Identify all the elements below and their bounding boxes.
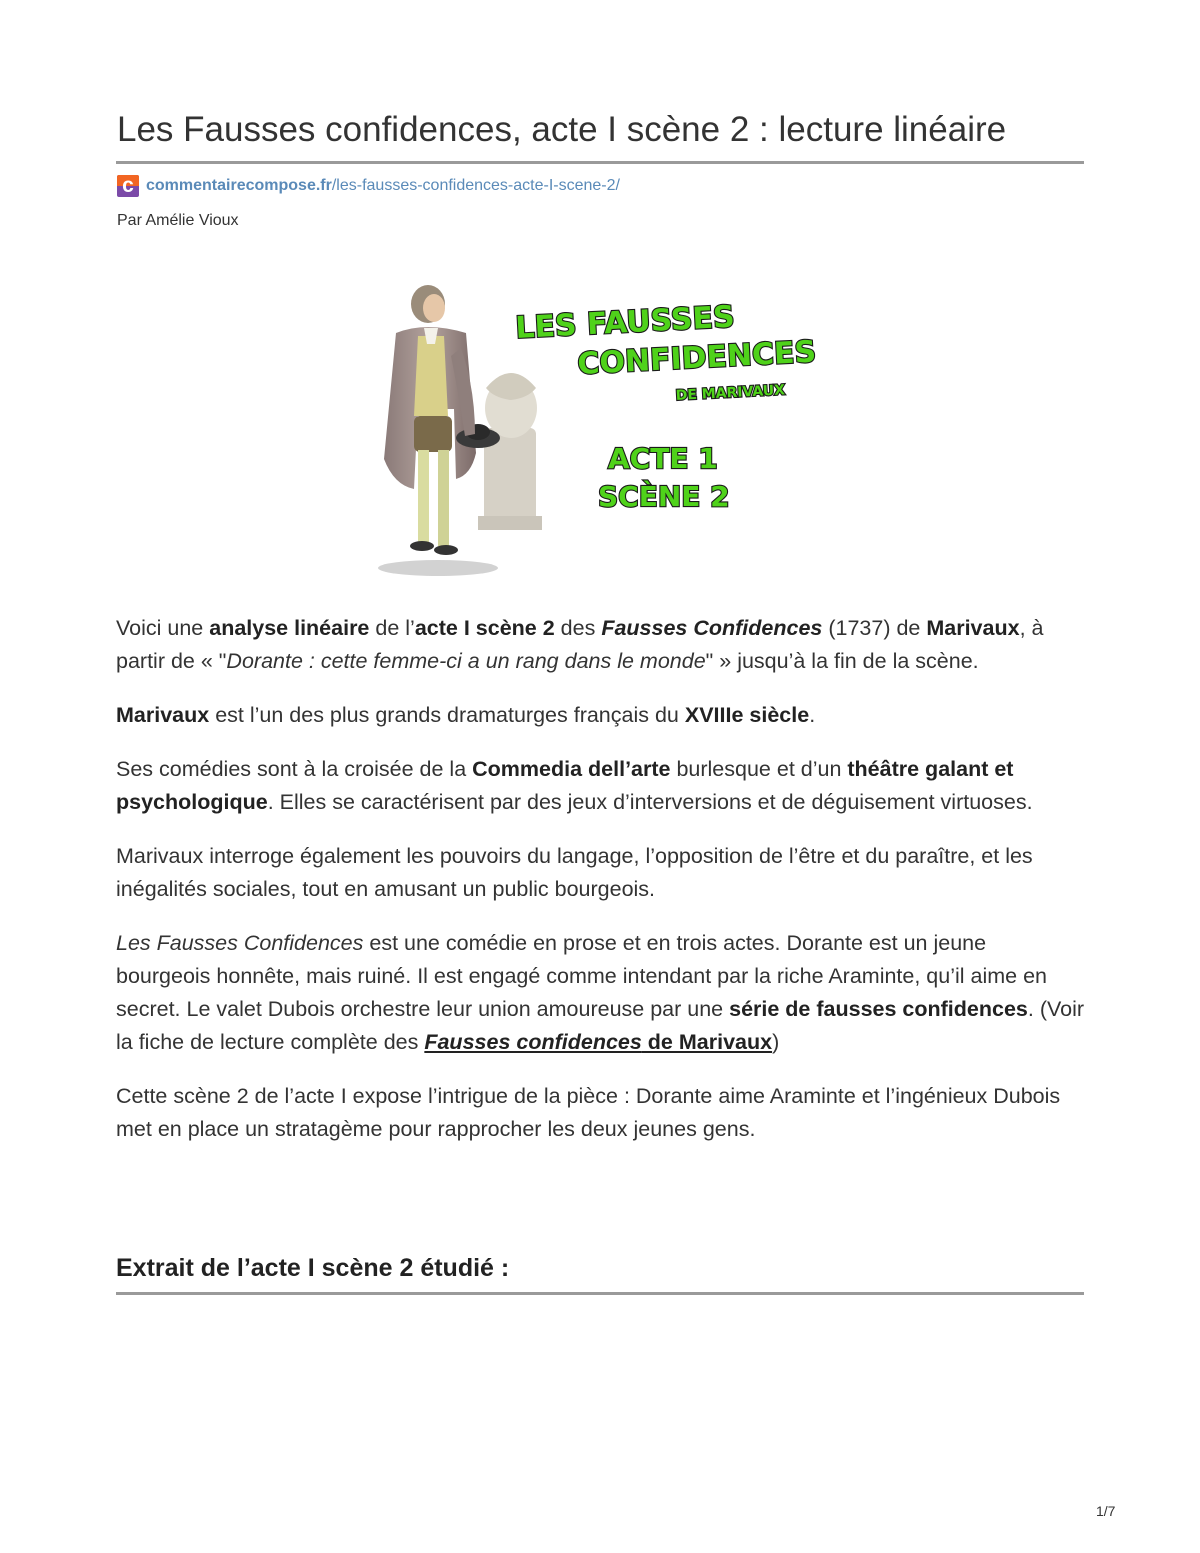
paragraph-author: Marivaux est l’un des plus grands dramaturges français du XVIIIe siècle. (116, 703, 816, 727)
title-divider (116, 161, 1084, 164)
paragraph-summary: Les Fausses Confidences est une comédie en prose et en trois actes. Dorante est un jeune bourgeois honnête, mais ruiné. Il est engagé comme intendant par la riche Araminte, qu’il aime en secret. Le valet Dubois orchestre leur union amoureuse par une série de fausses confidences. (Voir la fiche de lecture complète des Fausses confidences de Marivaux) (116, 931, 1085, 1054)
source-domain: commentairecompose.fr (146, 177, 332, 194)
paragraph-intro: Voici une analyse linéaire de l’acte I scène 2 des Fausses Confidences (1737) de Marivaux, à partir de « "Dorante : cette femme-ci a un rang dans le monde" » jusqu’à la fin de la scène. (116, 616, 1044, 673)
source-link[interactable] (146, 177, 620, 195)
hero-line-5: SCÈNE 2 (598, 480, 730, 513)
article-body (116, 612, 1086, 1167)
paragraph-comedies: Ses comédies sont à la croisée de la Commedia dell’arte burlesque et d’un théâtre galant et psychologique. Elles se caractérisent par des jeux d’interversions et de déguisement virtuoses. (116, 757, 1033, 814)
section-heading: Extrait de l’acte I scène 2 étudié : (116, 1254, 510, 1282)
figure-shadow (378, 560, 498, 576)
section-divider (116, 1292, 1084, 1295)
paragraph-themes: Marivaux interroge également les pouvoirs du langage, l’opposition de l’être et du paraître, et les inégalités sociales, tout en amusant un public bourgeois. (116, 844, 1033, 901)
hero-line-1: LES FAUSSES (514, 299, 736, 346)
hero-line-4: ACTE 1 (608, 442, 718, 475)
hero-illustration (366, 278, 822, 578)
marivaux-figure (384, 285, 500, 555)
background-statue (478, 373, 542, 530)
page-number: 1/7 (1096, 1503, 1116, 1519)
site-favicon-icon: c (117, 175, 139, 197)
author-byline: Par Amélie Vioux (117, 212, 239, 229)
hero-line-3: DE MARIVAUX (675, 382, 786, 404)
page-title: Les Fausses confidences, acte I scène 2 : lecture linéaire (117, 110, 1007, 149)
source-line (117, 174, 620, 198)
paragraph-scene: Cette scène 2 de l’acte I expose l’intrigue de la pièce : Dorante aime Araminte et l’ingénieux Dubois met en place un stratagème pour rapprocher les deux jeunes gens. (116, 1084, 1061, 1141)
hero-line-2: CONFIDENCES (576, 334, 817, 382)
source-path: /les-fausses-confidences-acte-I-scene-2/ (331, 177, 620, 194)
hero-title-text (515, 300, 817, 513)
reading-sheet-link[interactable]: Fausses confidences de Marivaux (424, 1030, 773, 1054)
